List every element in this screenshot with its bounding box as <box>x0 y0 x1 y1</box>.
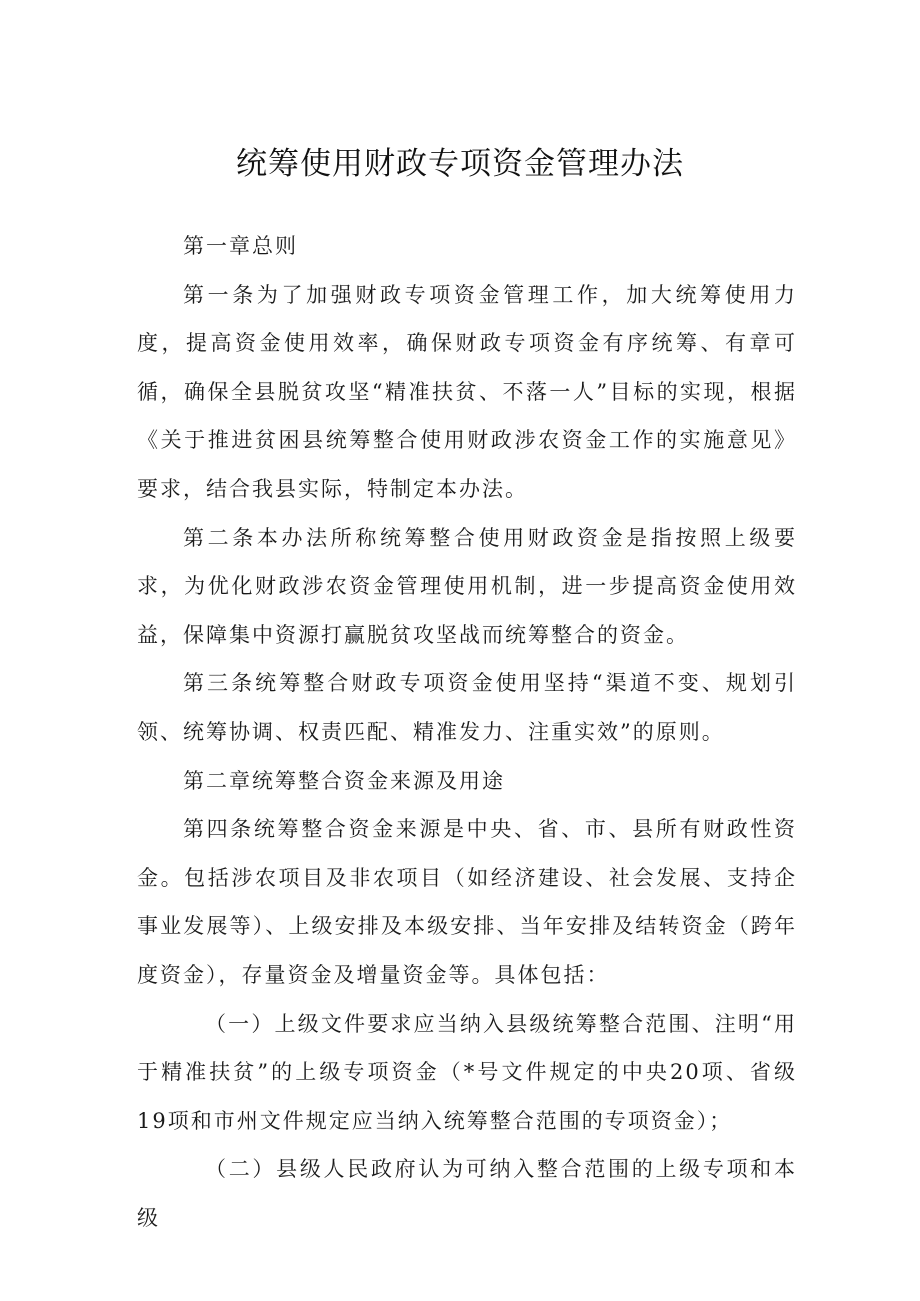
article-4-item-2: （二）县级人民政府认为可纳入整合范围的上级专项和本级 <box>137 1157 797 1230</box>
article-2: 第二条本办法所称统筹整合使用财政资金是指按照上级要求，为优化财政涉农资金管理使用机制，进一步提高资金使用效益，保障集中资源打赢脱贫攻坚战而统筹整合的资金。 <box>137 525 797 647</box>
article-4-item-1: （一）上级文件要求应当纳入县级统筹整合范围、注明“用于精准扶贫”的上级专项资金（*号文件规定的中央20项、省级19项和市州文件规定应当纳入统筹整合范围的专项资金）； <box>137 1011 797 1133</box>
article-1: 第一条为了加强财政专项资金管理工作，加大统筹使用力度，提高资金使用效率，确保财政专项资金有序统筹、有章可循，确保全县脱贫攻坚“精准扶贫、不落一人”目标的实现，根据《关于推进贫困县统筹整合使用财政涉农资金工作的实施意见》要求，结合我县实际，特制定本办法。 <box>137 282 797 501</box>
article-4: 第四条统筹整合资金来源是中央、省、市、县所有财政性资金。包括涉农项目及非农项目（如经济建设、社会发展、支持企事业发展等）、上级安排及本级安排、当年安排及结转资金（跨年度资金），存量资金及增量资金等。具体包括： <box>137 817 797 987</box>
article-3: 第三条统筹整合财政专项资金使用坚持“渠道不变、规划引领、统筹协调、权责匹配、精准发力、注重实效”的原则。 <box>137 671 797 744</box>
document-body <box>137 222 797 1242</box>
chapter-heading-2: 第二章统筹整合资金来源及用途 <box>183 768 505 793</box>
document-title: 统筹使用财政专项资金管理办法 <box>236 146 684 182</box>
chapter-heading-1: 第一章总则 <box>183 234 298 258</box>
